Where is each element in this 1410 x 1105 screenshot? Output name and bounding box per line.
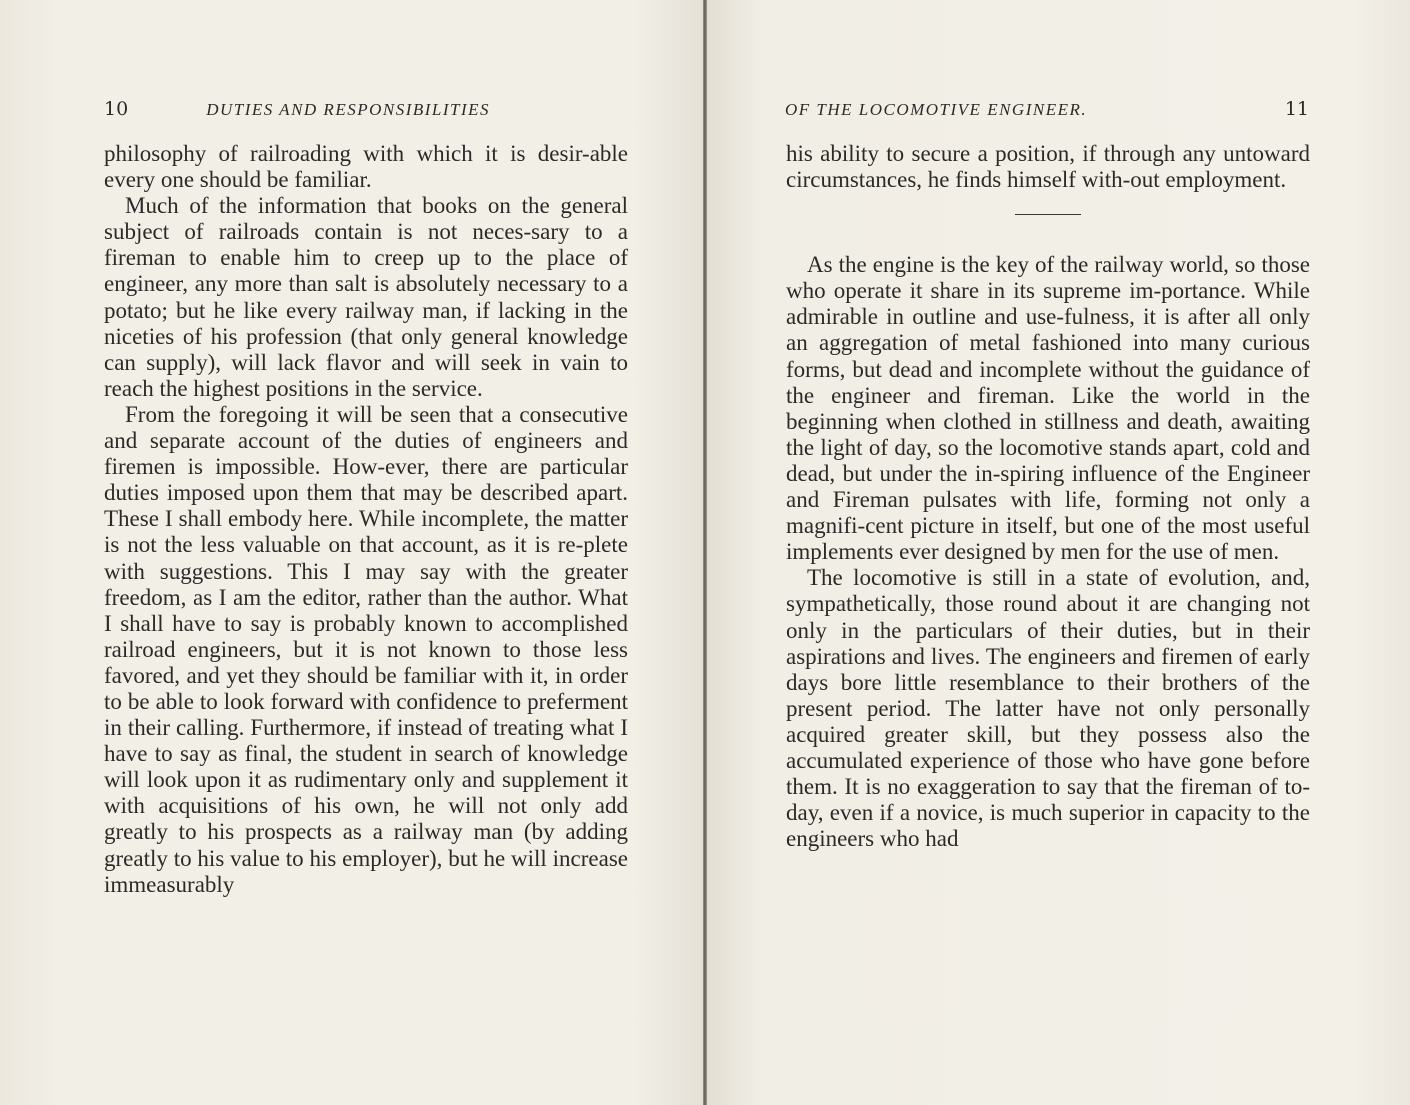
right-page — [705, 0, 1410, 1105]
right-page-header — [785, 98, 1309, 126]
book-gutter — [703, 0, 707, 1105]
running-head: OF THE LOCOMOTIVE ENGINEER. — [785, 100, 1088, 119]
paragraph: Much of the information that books on the general subject of railroads contain is not neces-sary to a fireman to enable him to creep up to the place of engineer, any more than salt is absolutely necessary to a potato; but he like every railway man, if lacking in the niceties of his profession (that only general knowledge can supply), will lack flavor and will seek in vain to reach the highest positions in the service. — [104, 193, 628, 401]
paragraph: From the foregoing it will be seen that a consecutive and separate account of the duties of engineers and firemen is impossible. How-ever, there are particular duties imposed upon them that may be described apart. These I shall embody here. While incomplete, the matter is not the less valuable on that account, as it is re-plete with suggestions. This I may say with the greater freedom, as I am the editor, rather than the author. What I shall have to say is probably known to accomplished railroad engineers, but it is not known to those less favored, and yet they should be familiar with it, in order to be able to look forward with confidence to preferment in their calling. Furthermore, if instead of treating what I have to say as final, the student in search of knowledge will look upon it as rudimentary only and supplement it with acquisitions of his own, he will not only add greatly to his prospects as a railway man (by adding greatly to his value to his employer), but he will increase immeasurably — [104, 401, 628, 897]
running-head: DUTIES AND RESPONSIBILITIES — [206, 100, 491, 119]
page-number: 11 — [1284, 98, 1309, 120]
paragraph: his ability to secure a position, if through any untoward circumstances, he finds himself with-out employment. — [786, 141, 1310, 193]
section-divider — [1015, 214, 1081, 215]
page-number: 10 — [104, 98, 129, 120]
paragraph: philosophy of railroading with which it is desir-able every one should be familiar. — [104, 141, 628, 193]
left-page-header — [104, 98, 628, 126]
right-page-body — [786, 141, 1310, 852]
paragraph: The locomotive is still in a state of evolution, and, sympathetically, those round about it are changing not only in the particulars of their duties, but in their aspirations and lives. The engineers and firemen of early days bore little resemblance to their brothers of the present period. The latter have not only personally acquired greater skill, but they possess also the accumulated experience of those who have gone before them. It is no exaggeration to say that the fireman of to-day, even if a novice, is much superior in capacity to the engineers who had — [786, 565, 1310, 852]
paragraph: As the engine is the key of the railway world, so those who operate it share in its supreme im-portance. While admirable in outline and use-fulness, it is after all only an aggregation of metal fashioned into many curious forms, but dead and incomplete without the guidance of the engineer and fireman. Like the world in the beginning when clothed in stillness and death, awaiting the light of day, so the locomotive stands apart, cold and dead, but under the in-spiring influence of the Engineer and Fireman pulsates with life, forming not only a magnifi-cent picture in itself, but one of the most useful implements ever designed by men for the use of men. — [786, 252, 1310, 565]
left-page-body — [104, 141, 628, 898]
